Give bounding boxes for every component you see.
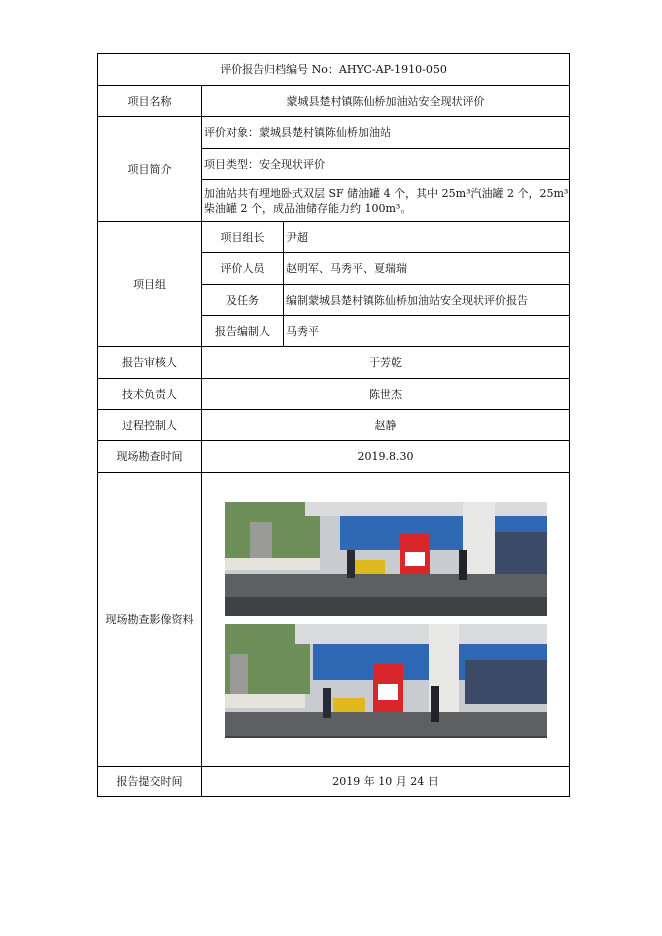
archive-number: 评价报告归档编号 No：AHYC-AP-1910-050 <box>98 54 570 86</box>
report-reviewer-label: 报告审核人 <box>98 347 202 379</box>
report-reviewer-value: 于芳乾 <box>202 347 570 379</box>
process-controller-label: 过程控制人 <box>98 410 202 441</box>
tasks-label: 及任务 <box>202 285 284 316</box>
process-controller-value: 赵静 <box>202 410 570 441</box>
report-compiler-value: 马秀平 <box>284 316 570 347</box>
project-type: 项目类型：安全现状评价 <box>202 149 570 180</box>
site-photo <box>225 502 547 616</box>
tasks-value: 编制蒙城县楚村镇陈仙桥加油站安全现状评价报告 <box>284 285 570 316</box>
survey-time-value: 2019.8.30 <box>202 441 570 473</box>
eval-object: 评价对象：蒙城县楚村镇陈仙桥加油站 <box>202 117 570 149</box>
project-intro-label: 项目简介 <box>98 117 202 222</box>
project-description: 加油站共有埋地卧式双层 SF 储油罐 4 个，其中 25m³汽油罐 2 个，25m³柴油罐 2 个，成品油储存能力约 100m³。 <box>202 180 570 222</box>
report-compiler-label: 报告编制人 <box>202 316 284 347</box>
report-cover-form <box>97 53 570 797</box>
survey-images-cell <box>202 473 570 767</box>
project-team-label: 项目组 <box>98 222 202 347</box>
survey-images-label: 现场勘查影像资料 <box>98 473 202 767</box>
evaluators-value: 赵明军、马秀平、夏瑞瑞 <box>284 253 570 285</box>
site-photo <box>225 624 547 738</box>
submit-time-label: 报告提交时间 <box>98 767 202 797</box>
project-name-value: 蒙城县楚村镇陈仙桥加油站安全现状评价 <box>202 86 570 117</box>
submit-time-value: 2019 年 10 月 24 日 <box>202 767 570 797</box>
evaluators-label: 评价人员 <box>202 253 284 285</box>
tech-lead-label: 技术负责人 <box>98 379 202 410</box>
team-leader-value: 尹超 <box>284 222 570 253</box>
team-leader-label: 项目组长 <box>202 222 284 253</box>
survey-time-label: 现场勘查时间 <box>98 441 202 473</box>
tech-lead-value: 陈世杰 <box>202 379 570 410</box>
project-name-label: 项目名称 <box>98 86 202 117</box>
